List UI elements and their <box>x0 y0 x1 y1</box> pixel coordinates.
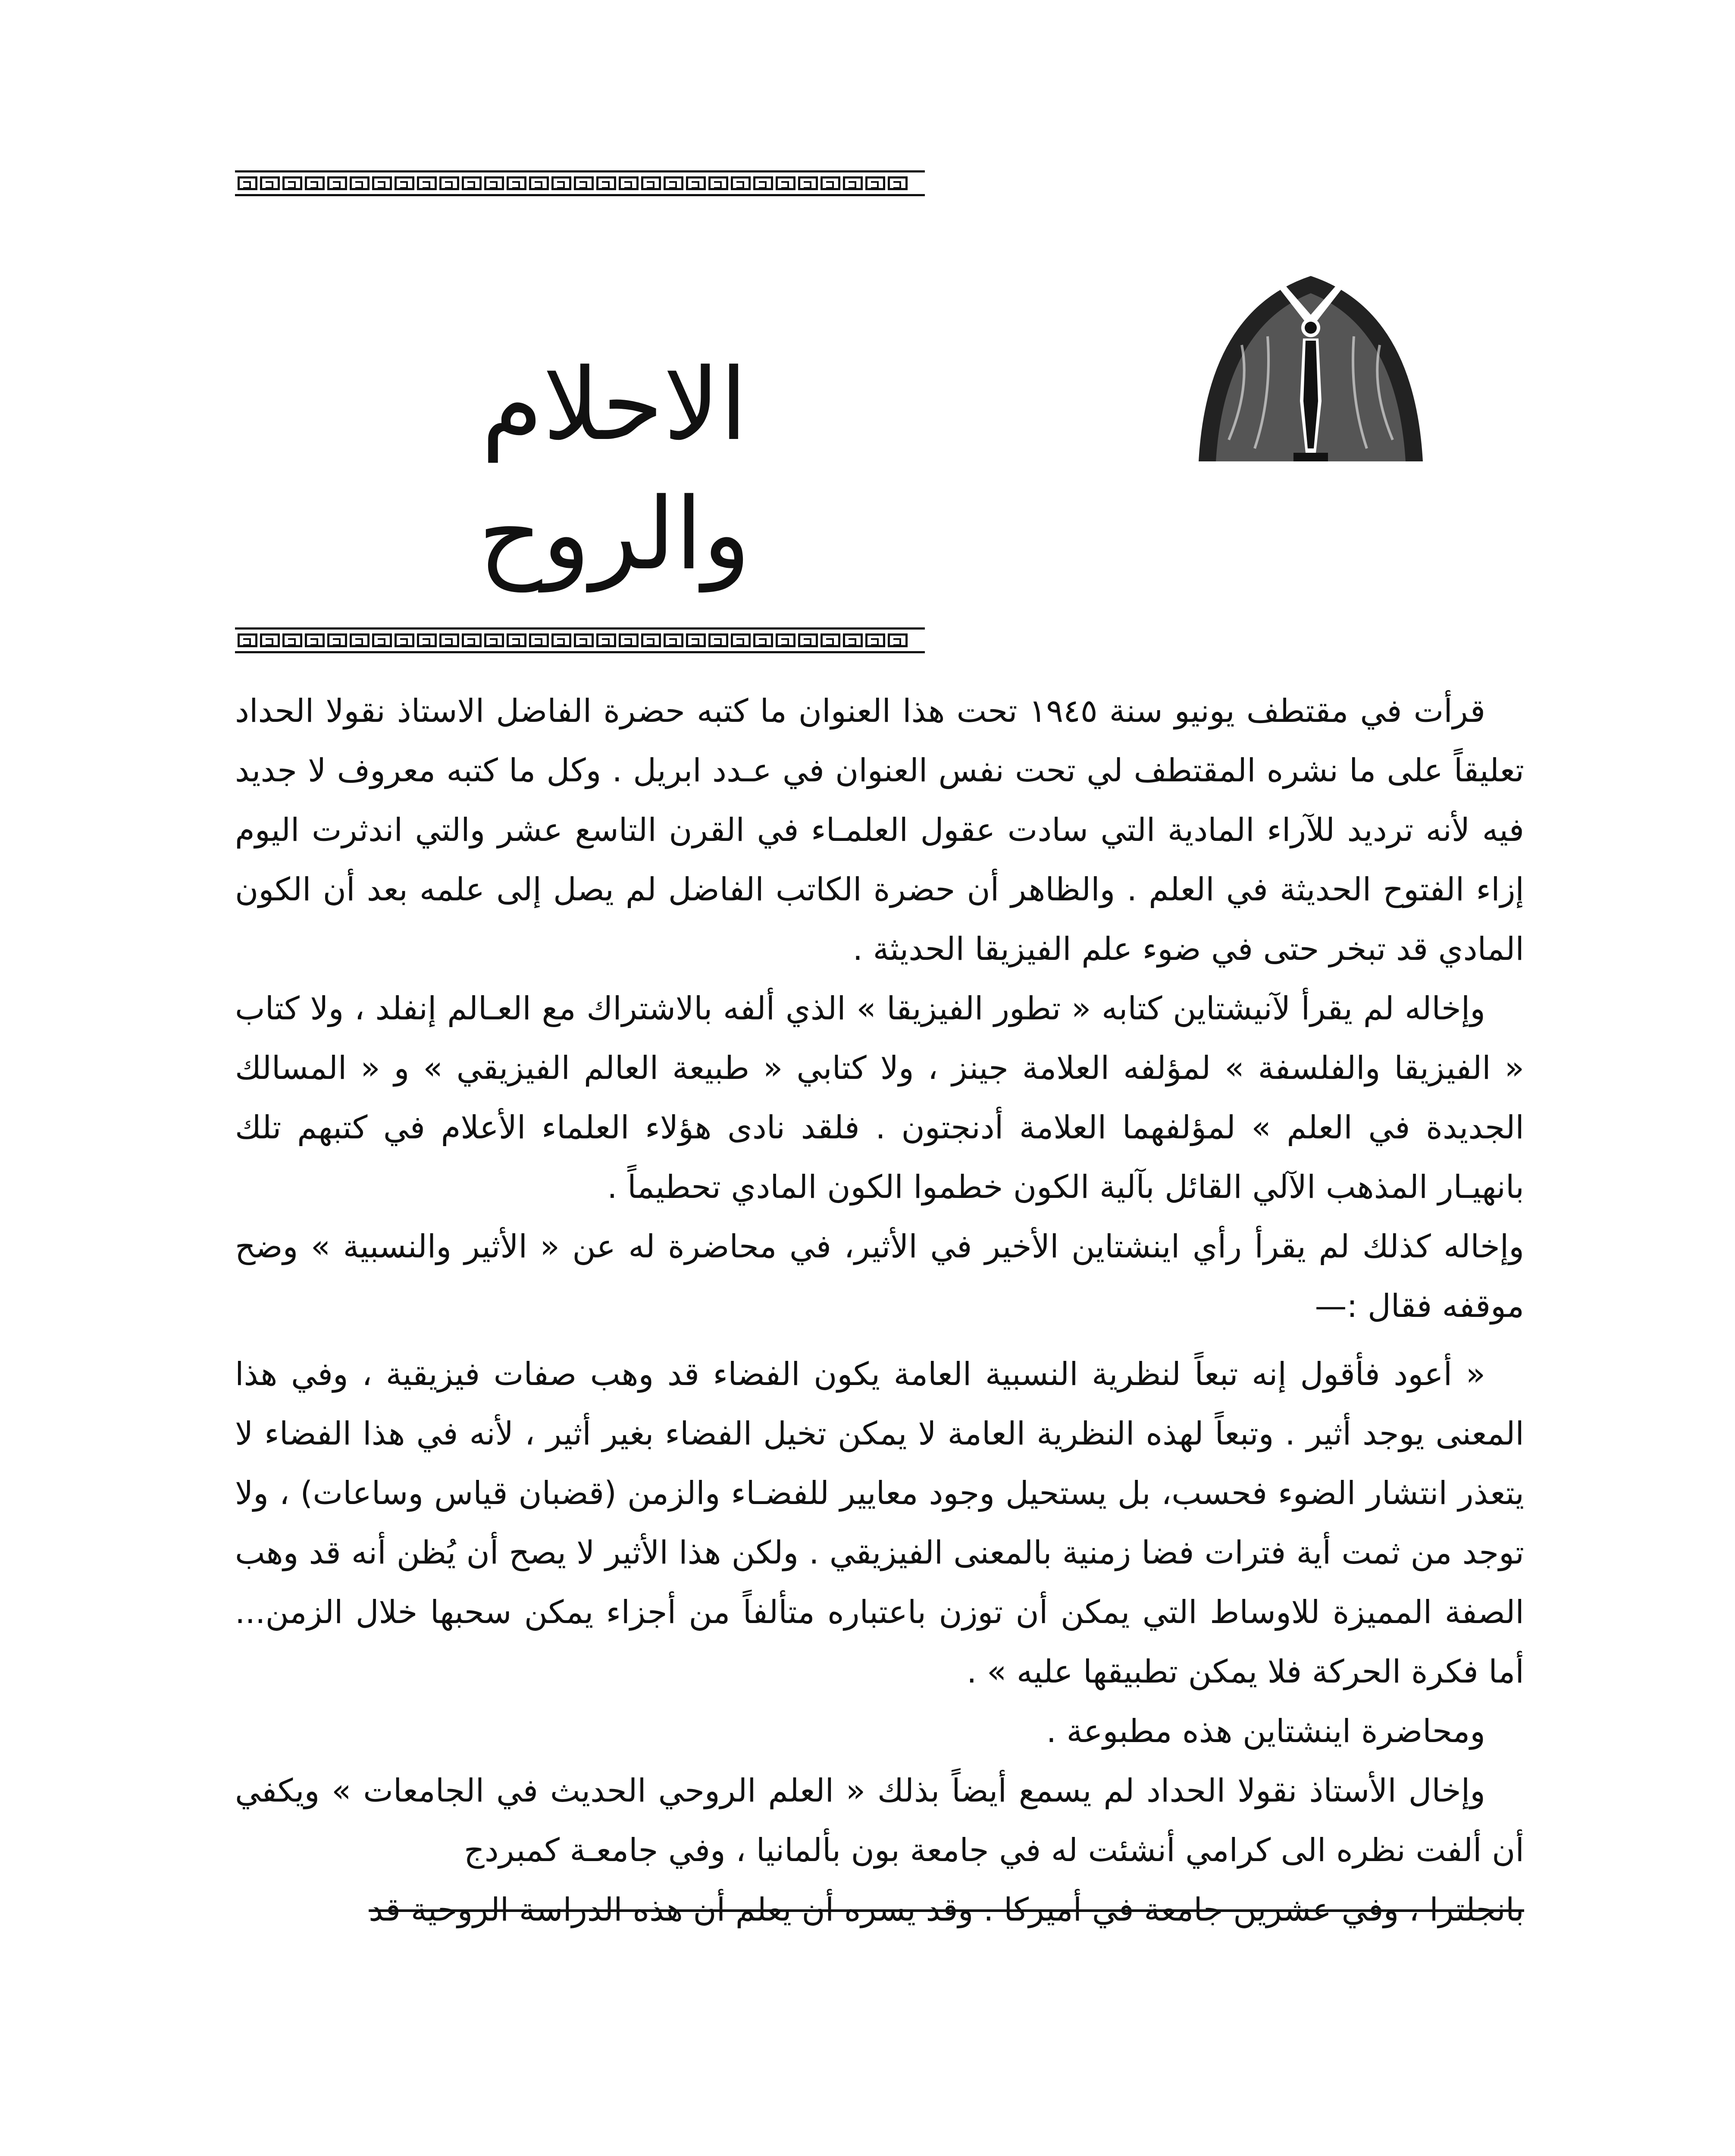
greek-key-ornament <box>507 176 526 190</box>
greek-key-ornament <box>798 176 818 190</box>
top-ornamental-border <box>235 170 925 196</box>
struck-through-line: بانجلترا ، وفي عشرين جامعة في أميركا . وقد يسره أن يعلم أن هذه الدراسة الروحية قد <box>369 1891 1524 1928</box>
greek-key-ornament <box>372 176 392 190</box>
greek-key-ornament <box>551 633 571 647</box>
greek-key-ornament <box>686 633 706 647</box>
greek-key-ornament <box>395 176 414 190</box>
greek-key-ornament <box>865 633 885 647</box>
paragraph-6: وإخال الأستاذ نقولا الحداد لم يسمع أيضاً بذلك « العلم الروحي الحديث في الجامعات » ويكفي أن ألفت نظره الى كرامي أنشئت له في جامعة بون بألمانيا ، وفي جامعـة كمبردج <box>235 1772 1524 1869</box>
greek-key-ornament <box>529 633 549 647</box>
greek-key-ornament <box>327 176 347 190</box>
greek-key-ornament <box>327 633 347 647</box>
greek-key-ornament <box>372 633 392 647</box>
greek-key-ornament <box>843 633 863 647</box>
greek-key-ornament <box>731 176 751 190</box>
greek-key-ornament <box>865 176 885 190</box>
greek-key-ornament <box>596 176 616 190</box>
greek-key-ornament <box>776 176 795 190</box>
greek-key-ornament <box>305 176 325 190</box>
greek-key-ornament <box>731 633 751 647</box>
greek-key-ornament <box>282 633 302 647</box>
paragraph-5: ومحاضرة اينشتاين هذه مطبوعة . <box>1046 1713 1485 1750</box>
greek-key-ornament <box>574 176 594 190</box>
greek-key-ornament <box>753 176 773 190</box>
greek-key-ornament <box>641 633 661 647</box>
greek-key-ornament <box>260 633 280 647</box>
greek-key-ornament <box>641 176 661 190</box>
emblem-figure-icon <box>1190 259 1431 466</box>
greek-key-ornament <box>417 176 437 190</box>
greek-key-ornament <box>282 176 302 190</box>
greek-key-ornament <box>686 176 706 190</box>
greek-key-ornament <box>260 176 280 190</box>
greek-key-ornament <box>821 176 840 190</box>
greek-key-ornament <box>462 176 482 190</box>
greek-key-ornament <box>708 176 728 190</box>
article-title: الاحلام والروح <box>478 348 751 592</box>
article-body <box>235 681 1524 1940</box>
greek-key-ornament <box>350 176 370 190</box>
greek-key-ornament <box>484 176 504 190</box>
greek-key-ornament <box>708 633 728 647</box>
quotation-paragraph: « أعود فأقول إنه تبعاً لنظرية النسبية العامة يكون الفضاء قد وهب صفات فيزيقية ، وفي هذا المعنى يوجد أثير . وتبعاً لهذه النظرية العامة لا يمكن تخيل الفضاء بغير أثير ، لأنه في هذا الفضاء لا يتعذر انتشار الضوء فحسب، بل يستحيل وجود معايير للفضـاء والزمن (قضبان قياس وساعات) ، ولا توجد من ثمت أية فترات فضا زمنية بالمعنى الفيزيقي . ولكن هذا الأثير لا يصح أن يُظن أنه قد وهب الصفة المميزة للاوساط التي يمكن أن توزن باعتباره متألفاً من أجزاء يمكن سحبها خلال الزمن... أما فكرة الحركة فلا يمكن تطبيقها عليه » . <box>235 1356 1524 1690</box>
greek-key-ornament <box>529 176 549 190</box>
paragraph-2: وإخاله لم يقرأ لآنيشتاين كتابه « تطور الفيزيقا » الذي ألفه بالاشتراك مع العـالم إنفلد ، ولا كتاب « الفيزيقا والفلسفة » لمؤلفه العلامة جينز ، ولا كتابي « طبيعة العالم الفيزيقي » و « المسالك الجديدة في العلم » لمؤلفهما العلامة أدنجتون . فلقد نادى هؤلاء العلماء الأعلام في كتبهم تلك بانهيـار المذهب الآلي القائل بآلية الكون خطموا الكون المادي تحطيماً . <box>235 990 1524 1206</box>
greek-key-ornament <box>798 633 818 647</box>
greek-key-ornament <box>439 176 459 190</box>
paragraph-1: قرأت في مقتطف يونيو سنة ١٩٤٥ تحت هذا العنوان ما كتبه حضرة الفاضل الاستاذ نقولا الحداد تعليقاً على ما نشره المقتطف لي تحت نفس العنوان في عـدد ابريل . وكل ما كتبه معروف لا جديد فيه لأنه ترديد للآراء المادية التي سادت عقول العلمـاء في القرن التاسع عشر والتي اندثرت اليوم إزاء الفتوح الحديثة في العلم . والظاهر أن حضرة الكاتب الفاضل لم يصل إلى علمه بعد أن الكون المادي قد تبخر حتى في ضوء علم الفيزيقا الحديثة . <box>235 693 1524 968</box>
greek-key-ornament <box>551 176 571 190</box>
greek-key-ornament <box>619 176 639 190</box>
greek-key-ornament <box>507 633 526 647</box>
middle-ornamental-border <box>235 627 925 653</box>
paragraph-3: وإخاله كذلك لم يقرأ رأي اينشتاين الأخير في الأثير، في محاضرة له عن « الأثير والنسبية » وضح موقفه فقال :— <box>235 1228 1524 1325</box>
greek-key-ornament <box>350 633 370 647</box>
greek-key-ornament <box>462 633 482 647</box>
greek-key-ornament <box>776 633 795 647</box>
greek-key-ornament <box>619 633 639 647</box>
greek-key-ornament <box>888 633 908 647</box>
greek-key-ornament <box>596 633 616 647</box>
greek-key-ornament <box>821 633 840 647</box>
greek-key-ornament <box>888 176 908 190</box>
greek-key-ornament <box>484 633 504 647</box>
greek-key-ornament <box>664 633 683 647</box>
greek-key-ornament <box>439 633 459 647</box>
greek-key-ornament <box>395 633 414 647</box>
greek-key-ornament <box>843 176 863 190</box>
greek-key-ornament <box>305 633 325 647</box>
greek-key-ornament <box>417 633 437 647</box>
greek-key-ornament <box>574 633 594 647</box>
greek-key-ornament <box>238 633 257 647</box>
greek-key-ornament <box>753 633 773 647</box>
greek-key-ornament <box>664 176 683 190</box>
greek-key-ornament <box>238 176 257 190</box>
